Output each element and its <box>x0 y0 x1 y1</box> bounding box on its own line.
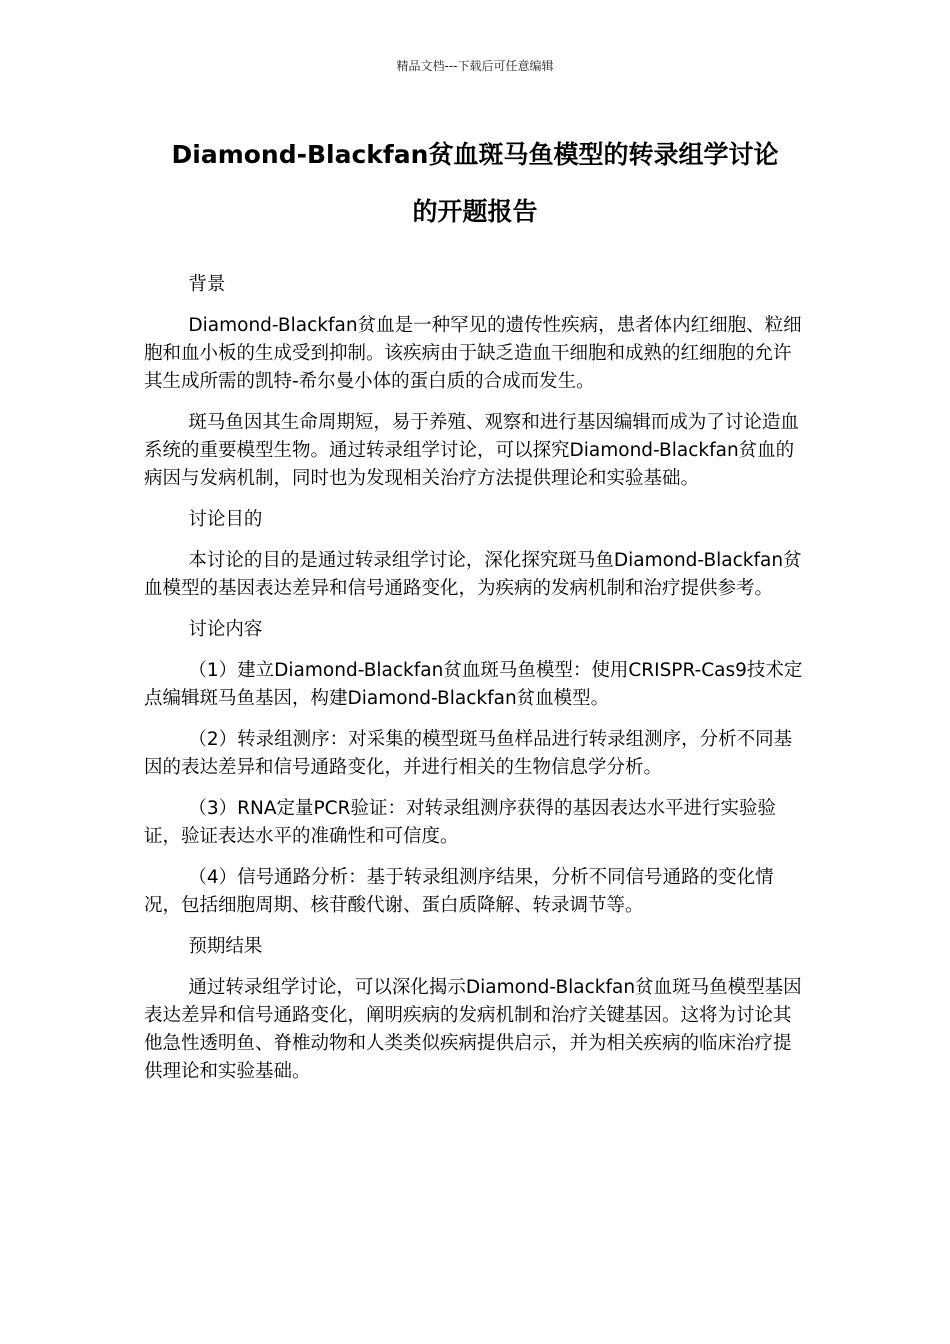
section-heading-purpose: 讨论目的 <box>188 509 263 530</box>
section-heading-content: 讨论内容 <box>188 619 263 640</box>
section-heading-results: 预期结果 <box>188 936 263 957</box>
paragraph-results: 通过转录组学讨论，可以深化揭示Diamond-Blackfan贫血斑马鱼模型基因表达差异和信号通路变化，阐明疾病的发病机制和治疗关键基因。这将为讨论其他急性透明鱼、脊椎动物和人类类似疾病提供启示，并为相关疾病的临床治疗提供理论和实验基础。 <box>144 977 802 1082</box>
paragraph-background-1: Diamond-Blackfan贫血是一种罕见的遗传性疾病，患者体内红细胞、粒细胞和血小板的生成受到抑制。该疾病由于缺乏造血干细胞和成熟的红细胞的允许其生成所需的凯特-希尔曼小体的蛋白质的合成而发生。 <box>144 315 802 392</box>
document-body <box>144 271 806 1099</box>
document-title-line-1: Diamond-Blackfan贫血斑马鱼模型的转录组学讨论 <box>171 140 779 169</box>
paragraph-purpose: 本讨论的目的是通过转录组学讨论，深化探究斑马鱼Diamond-Blackfan贫血模型的基因表达差异和信号通路变化，为疾病的发病机制和治疗提供参考。 <box>144 550 802 599</box>
content-item-4: （4）信号通路分析：基于转录组测序结果，分析不同信号通路的变化情况，包括细胞周期、核苷酸代谢、蛋白质降解、转录调节等。 <box>144 867 774 916</box>
paragraph-background-2: 斑马鱼因其生命周期短，易于养殖、观察和进行基因编辑而成为了讨论造血系统的重要模型生物。通过转录组学讨论，可以探究Diamond-Blackfan贫血的病因与发病机制，同时也为发现相关治疗方法提供理论和实验基础。 <box>144 412 799 489</box>
content-item-3: （3）RNA定量PCR验证：对转录组测序获得的基因表达水平进行实验验证，验证表达水平的准确性和可信度。 <box>144 798 776 847</box>
page-header: 精品文档---下载后可任意编辑 <box>396 59 554 73</box>
content-item-1: （1）建立Diamond-Blackfan贫血斑马鱼模型：使用CRISPR-Cas9技术定点编辑斑马鱼基因，构建Diamond-Blackfan贫血模型。 <box>144 660 803 709</box>
document-title-line-2: 的开题报告 <box>412 197 538 226</box>
section-heading-background: 背景 <box>188 274 226 295</box>
content-item-2: （2）转录组测序：对采集的模型斑马鱼样品进行转录组测序，分析不同基因的表达差异和信号通路变化，并进行相关的生物信息学分析。 <box>144 729 793 778</box>
